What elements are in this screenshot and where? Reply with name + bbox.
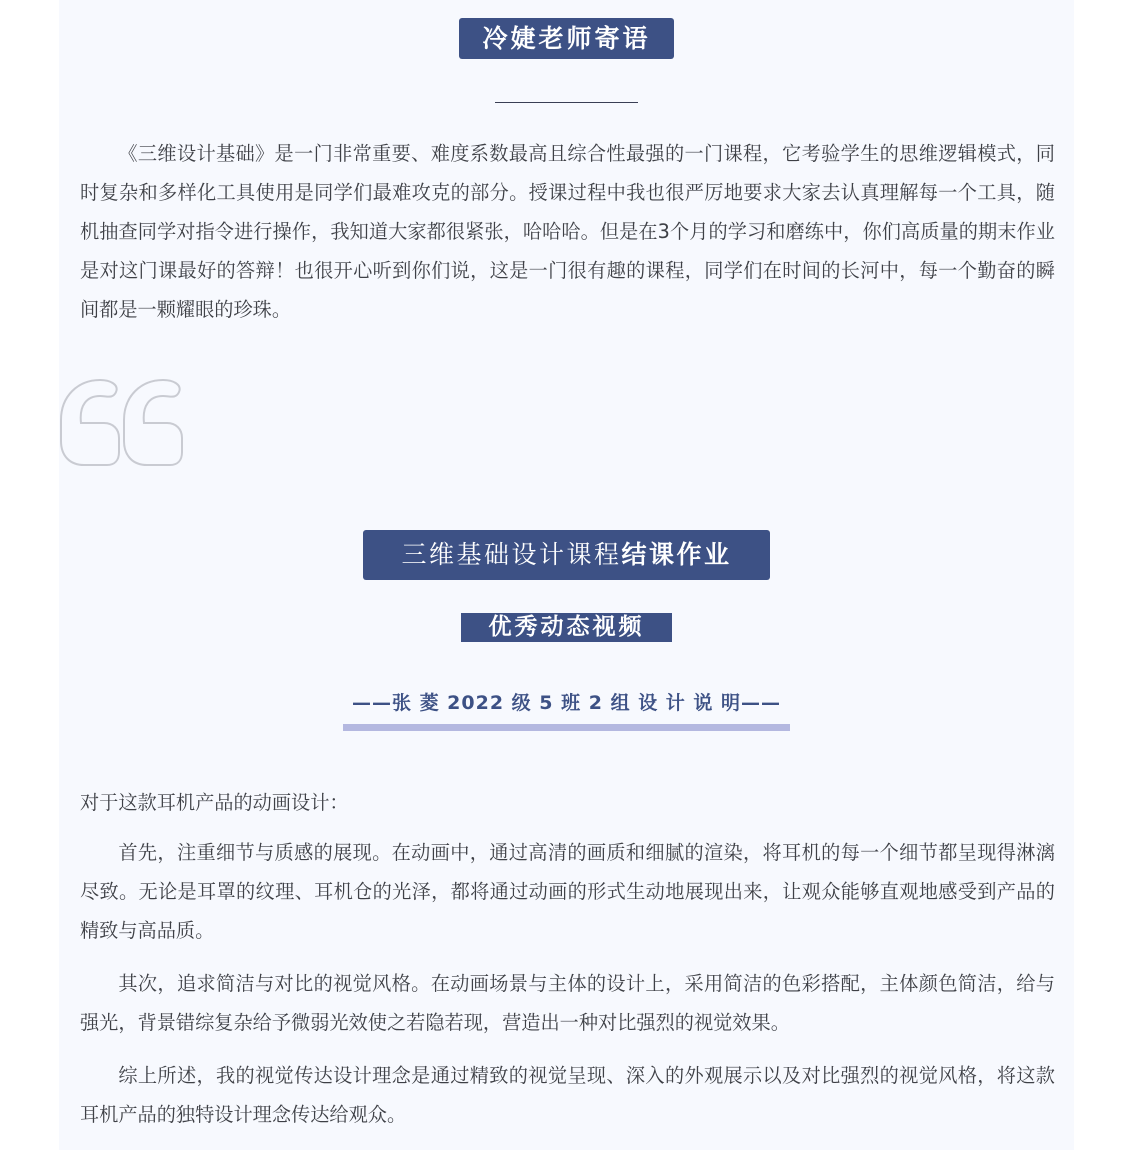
course-title-badge <box>363 530 770 580</box>
quotation-mark-icon <box>59 378 184 468</box>
section-divider <box>495 102 638 103</box>
course-title-part1: 三维基础设计课程 <box>401 540 622 569</box>
design-paragraph-2: 其次，追求简洁与对比的视觉风格。在动画场景与主体的设计上，采用简洁的色彩搭配，主体颜色简洁，给与强光，背景错综复杂给予微弱光效使之若隐若现，营造出一种对比强烈的视觉效果。 <box>80 972 1055 1034</box>
author-line: ——张 菱 2022 级 5 班 2 组 设 计 说 明—— <box>351 692 782 714</box>
design-paragraph-1: 首先，注重细节与质感的展现。在动画中，通过高清的画质和细腻的渲染，将耳机的每一个细节都呈现得淋漓尽致。无论是耳罩的纹理、耳机仓的光泽，都将通过动画的形式生动地展现出来，让观众能够直观地感受到产品的精致与高品质。 <box>80 841 1055 942</box>
design-intro-line: 对于这款耳机产品的动画设计： <box>80 791 349 814</box>
content-column <box>59 0 1074 1150</box>
design-paragraph-3: 综上所述，我的视觉传达设计理念是通过精致的视觉呈现、深入的外观展示以及对比强烈的视觉风格，将这款耳机产品的独特设计理念传达给观众。 <box>80 1064 1055 1126</box>
teacher-message-paragraph: 《三维设计基础》是一门非常重要、难度系数最高且综合性最强的一门课程，它考验学生的思维逻辑模式，同时复杂和多样化工具使用是同学们最难攻克的部分。授课过程中我也很严厉地要求大家去认真理解每一个工具，随机抽查同学对指令进行操作，我知道大家都很紧张，哈哈哈。但是在3个月的学习和磨练中，你们高质量的期末作业是对这门课最好的答辩！也很开心听到你们说，这是一门很有趣的课程，同学们在时间的长河中，每一个勤奋的瞬间都是一颗耀眼的珍珠。 <box>80 142 1055 321</box>
course-title-part2: 结课作业 <box>621 540 732 569</box>
author-underline-bar <box>343 724 790 731</box>
teacher-message-badge: 冷婕老师寄语 <box>459 18 674 59</box>
excellent-video-badge: 优秀动态视频 <box>461 613 672 642</box>
